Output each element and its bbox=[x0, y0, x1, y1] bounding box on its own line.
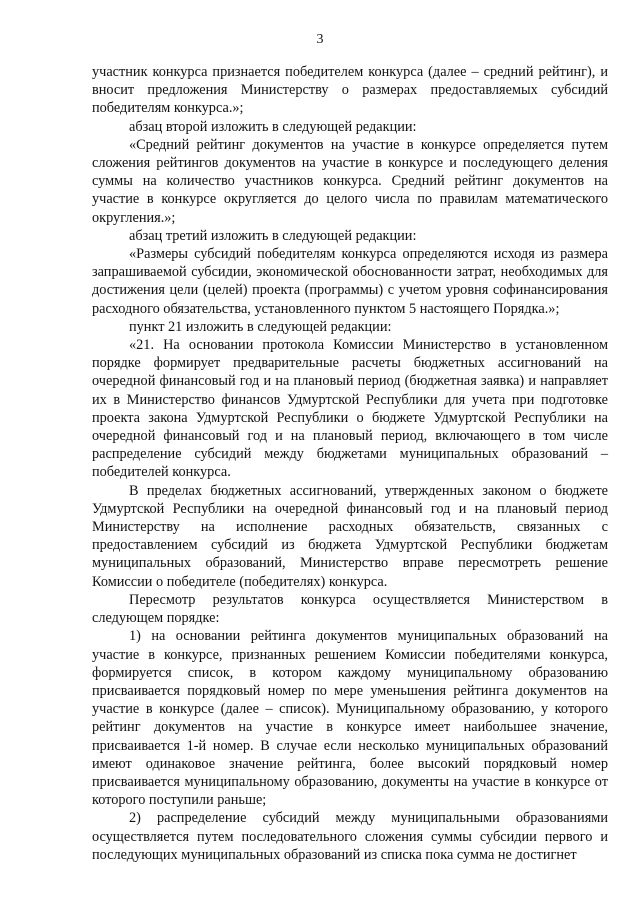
paragraph-instruction-second-abzac: абзац второй изложить в следующей редакции: bbox=[129, 118, 417, 135]
paragraph-instruction-point-21: пункт 21 изложить в следующей редакции: bbox=[129, 318, 392, 335]
page-number: 3 bbox=[316, 32, 324, 47]
document-body bbox=[92, 63, 608, 864]
paragraph-instruction-third-abzac: абзац третий изложить в следующей редакции: bbox=[129, 227, 417, 244]
paragraph-list-item-2: 2) распределение субсидий между муниципальными образованиями осуществляется путем последовательного сложения суммы субсидии первого и последующих муниципальных образований из списка пока сумма не достигнет bbox=[92, 810, 608, 863]
paragraph-subsidy-sizes: «Размеры субсидий победителям конкурса определяются исходя из размера запрашиваемой субсидии, экономической обоснованности затрат, необходимых для достижения цели (целей) проекта (программы) с учетом уровня софинансирования расходного обязательства, установленного пунктом 5 настоящего Порядка.»; bbox=[92, 246, 608, 317]
paragraph-average-rating: «Средний рейтинг документов на участие в конкурсе определяется путем сложения рейтингов документов на участие в конкурсе и последующего деления суммы на количество участников конкурса. Средний рейтинг документов на участие в конкурсе округляется до целого числа по правилам математического округления.»; bbox=[92, 136, 608, 226]
paragraph-review-order: Пересмотр результатов конкурса осуществляется Министерством в следующем порядке: bbox=[92, 591, 608, 627]
paragraph-budget-limits: В пределах бюджетных ассигнований, утвержденных законом о бюджете Удмуртской Республики на очередной финансовый год и на плановый период Министерству на исполнение расходных обязательств, связанных с предоставлением субсидий из бюджета Удмуртской Республики бюджетам муниципальных образований, Министерство вправе пересмотреть решение Комиссии о победителе (победителях) конкурса. bbox=[92, 482, 608, 590]
paragraph-list-item-1: 1) на основании рейтинга документов муниципальных образований на участие в конкурсе, признанных решением Комиссии победителями конкурса, формируется список, в котором каждому муниципальному образованию присваивается порядковый номер по мере уменьшения рейтинга документов на участие в конкурсе (далее – список). Муниципальному образованию, у которого рейтинг документов на участие в конкурсе имеет наибольшее значение, присваивается 1-й номер. В случае если несколько муниципальных образований имеют одинаковое значение рейтинга, более высокий порядковый номер присваивается муниципальному образованию, документы на участие в конкурсе от которого поступили раньше; bbox=[92, 628, 608, 809]
paragraph-point-21: «21. На основании протокола Комиссии Министерство в установленном порядке формирует предварительные расчеты бюджетных ассигнований на очередной финансовый год и на плановый период (бюджетная заявка) и направляет их в Министерство финансов Удмуртской Республики для учета при подготовке проекта закона Удмуртской Республики о бюджете Удмуртской Республики на очередной финансовый год и на плановый период, включающего в том числе распределение субсидий между бюджетами муниципальных образований – победителей конкурса. bbox=[92, 337, 608, 481]
paragraph-continuation: участник конкурса признается победителем конкурса (далее – средний рейтинг), и вносит предложения Министерству о размерах предоставляемых субсидий победителям конкурса.»; bbox=[92, 64, 608, 117]
